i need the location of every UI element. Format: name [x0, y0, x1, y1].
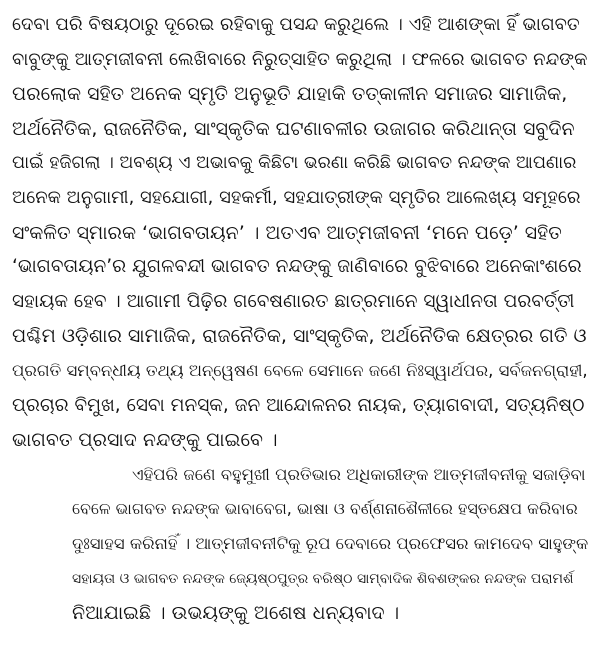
text-line: ନିଆଯାଇଛି । ଉଭୟଙ୍କୁ ଅଶେଷ ଧନ୍ୟବାଦ ।	[72, 602, 400, 625]
text-line: ସଂକଳିତ ସ୍ମାରକ ‘ଭାଗବତାୟନ’ । ଅତଏବ ଆତ୍ମଜୀବନୀ ‘ମନେ ପଡ଼େ’ ସହିତ	[12, 221, 562, 244]
text-line: ସହାୟକ ହେବ । ଆଗାମୀ ପିଢ଼ିର ଗବେଷଣାରତ ଛାତ୍ରମାନେ ସ୍ୱାଧୀନତା ପରବର୍ତ୍ତୀ	[12, 290, 575, 312]
text-line: ପାଇଁ ହଜିଗଲା । ଅବଶ୍ୟ ଏ ଅଭାବକୁ କିଛିଟା ଭରଣା କରିଛି ଭାଗବତ ନନ୍ଦଙ୍କ ଆପଣାର	[12, 153, 577, 174]
text-line: ସହାୟତା ଓ ଭାଗବତ ନନ୍ଦଙ୍କ ଜ୍ୟେଷ୍ଠପୁତ୍ର ବରିଷ୍ଠ ସାମ୍ବାଦିକ ଶିବଶଙ୍କର ନନ୍ଦଙ୍କ ପରାମର୍ଶ	[72, 570, 574, 587]
text-line: ଅନେକ ଅନୁଗାମୀ, ସହଯୋଗୀ, ସହକର୍ମୀ, ସହଯାତ୍ରୀଙ୍କ ସ୍ମୃତିର ଆଲେଖ୍ୟ ସମୂହରେ	[12, 186, 581, 208]
paragraph-1	[12, 8, 588, 458]
text-line: ଭାଗବତ ପ୍ରସାଦ ନନ୍ଦଙ୍କୁ ପାଇବେ ।	[12, 429, 278, 452]
text-line: ବେଳେ ଭାଗବତ ନନ୍ଦଙ୍କ ଭାବାବେଗ, ଭାଷା ଓ ବର୍ଣ୍ଣନାଶୈଳୀରେ ହସ୍ତକ୍ଷେପ କରିବାର	[72, 499, 578, 519]
paragraph-2	[12, 458, 588, 631]
text-line: ଦେବା ପରି ବିଷୟଠାରୁ ଦୂରେଇ ରହିବାକୁ ପସନ୍ଦ କରୁଥିଲେ । ଏହି ଆଶଙ୍କା ହିଁ ଭାଗବତ	[12, 14, 580, 35]
text-line: ‘ଭାଗବତାୟନ’ର ଯୁଗଳବନ୍ଦୀ ଭାଗବତ ନନ୍ଦଙ୍କୁ ଜାଣିବାରେ ବୁଝିବାରେ ଅନେକାଂଶରେ	[12, 256, 582, 278]
text-line: ଅର୍ଥନୈତିକ, ରାଜନୈତିକ, ସାଂସ୍କୃତିକ ଘଟଣାବଳୀର ଉଜାଗର କରିଥାନ୍ତା ସବୁଦିନ	[12, 117, 575, 140]
text-line: ପରଲୋକ ସହିତ ଅନେକ ସ୍ମୃତି ଅନୁଭୂତି ଯାହାକି ତତ୍କାଳୀନ ସମାଜର ସାମାଜିକ,	[12, 83, 568, 106]
text-line: ବାବୁଙ୍କୁ ଆତ୍ମଜୀବନୀ ଲେଖିବାରେ ନିରୁତ୍ସାହିତ କରୁଥିଲା । ଫଳରେ ଭାଗବତ ନନ୍ଦଙ୍କ	[12, 48, 588, 70]
text-line: ପ୍ରଚାର ବିମୁଖ, ସେବା ମନସ୍କ, ଜନ ଆନ୍ଦୋଳନର ନାୟକ, ତ୍ୟାଗବାଦୀ, ସତ୍ୟନିଷ୍ଠ	[12, 394, 585, 416]
text-line: ଏହିପରି ଜଣେ ବହୁମୁଖୀ ପ୍ରତିଭାର ଅଧିକାରୀଙ୍କ ଆତ୍ମଜୀବନୀକୁ ସଜାଡ଼ିବା	[132, 464, 586, 484]
text-line: ପଶ୍ଚିମ ଓଡ଼ିଶାର ସାମାଜିକ, ରାଜନୈତିକ, ସାଂସ୍କୃତିକ, ଅର୍ଥନୈତିକ କ୍ଷେତ୍ରର ଗତି ଓ	[12, 325, 587, 348]
text-line: ପ୍ରଗତି ସମ୍ବନ୍ଧୀୟ ତଥ୍ୟ ଅନ୍ୱେଷଣ ବେଳେ ସେମାନେ ଜଣେ ନିଃସ୍ୱାର୍ଥପର, ସର୍ବଜନଗ୍ରାହୀ,	[12, 360, 588, 380]
text-line: ଦୁଃସାହସ କରିନାହିଁ । ଆତ୍ମଜୀବନୀଟିକୁ ରୂପ ଦେବାରେ ପ୍ରଫେସର କାମଦେବ ସାହୁଙ୍କ	[72, 533, 588, 553]
